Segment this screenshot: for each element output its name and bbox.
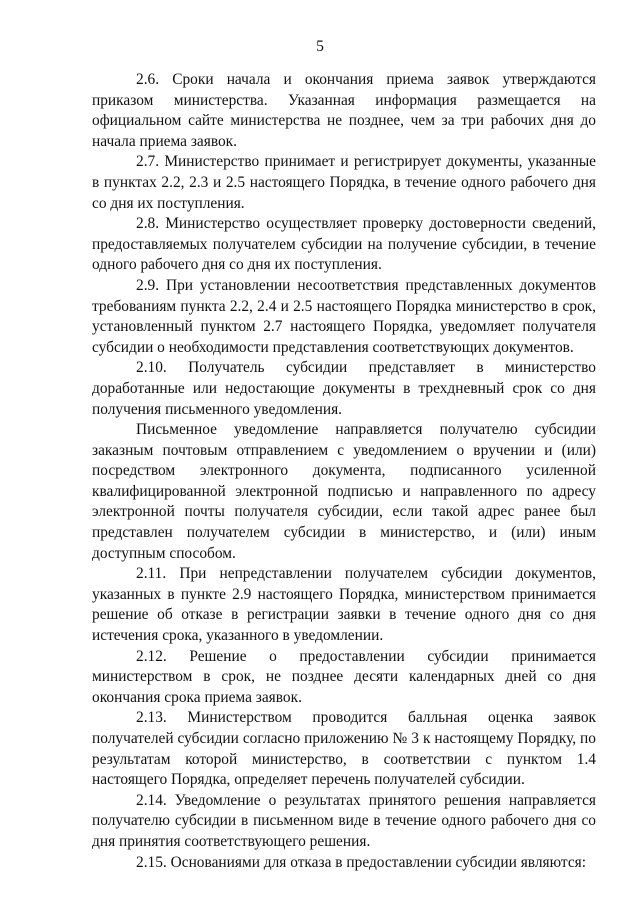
paragraph-2-15: 2.15. Основаниями для отказа в предоставлении субсидии являются: bbox=[136, 853, 587, 871]
paragraph-written-notice: Письменное уведомление направляется получателю субсидии заказным почтовым отправлением с уведомлением о вручении и (или) посредством электронного документа, подписанного усиленной квалифицированной электронной подписью и направленного по адресу электронной почты получателя субсидии, если такой адрес ранее был представлен получателем субсидии в министерство, и (или) иным доступным способом. bbox=[92, 421, 596, 562]
paragraph-2-11: 2.11. При непредставлении получателем субсидии документов, указанных в пункте 2.9 настоящего Порядка, министерством принимается решение об отказе в регистрации заявки в течение одного дня со дня истечения срока, указанного в уведомлении. bbox=[92, 565, 596, 645]
paragraph-2-13: 2.13. Министерством проводится балльная оценка заявок получателей субсидии согласно приложению № 3 к настоящему Порядку, по результатам которой министерство, в соответствии с пунктом 1.4 настоящего Порядка, определяет перечень получателей субсидии. bbox=[92, 709, 596, 789]
paragraph-2-10: 2.10. Получатель субсидии представляет в министерство доработанные или недостающие документы в трехдневный срок со дня получения письменного уведомления. bbox=[92, 359, 596, 418]
page-number: 5 bbox=[316, 38, 324, 55]
paragraph-2-7: 2.7. Министерство принимает и регистрирует документы, указанные в пунктах 2.2, 2.3 и 2.5 настоящего Порядка, в течение одного рабочего дня со дня их поступления. bbox=[92, 153, 596, 212]
document-body bbox=[92, 70, 596, 873]
paragraph-2-14: 2.14. Уведомление о результатах принятого решения направляется получателю субсидии в письменном виде в течение одного рабочего дня со дня принятия соответствующего решения. bbox=[92, 791, 596, 850]
paragraph-2-9: 2.9. При установлении несоответствия представленных документов требованиям пункта 2.2, 2.4 и 2.5 настоящего Порядка министерство в срок, установленный пунктом 2.7 настоящего Порядка, уведомляет получателя субсидии о необходимости представления соответствующих документов. bbox=[92, 276, 596, 356]
paragraph-2-12: 2.12. Решение о предоставлении субсидии принимается министерством в срок, не позднее десяти календарных дней со дня окончания срока приема заявок. bbox=[92, 647, 596, 706]
paragraph-2-8: 2.8. Министерство осуществляет проверку достоверности сведений, предоставляемых получателем субсидии на получение субсидии, в течение одного рабочего дня со дня их поступления. bbox=[92, 215, 596, 274]
paragraph-2-6: 2.6. Сроки начала и окончания приема заявок утверждаются приказом министерства. Указанная информация размещается на официальном сайте министерства не позднее, чем за три рабочих дня до начала приема заявок. bbox=[92, 71, 596, 150]
